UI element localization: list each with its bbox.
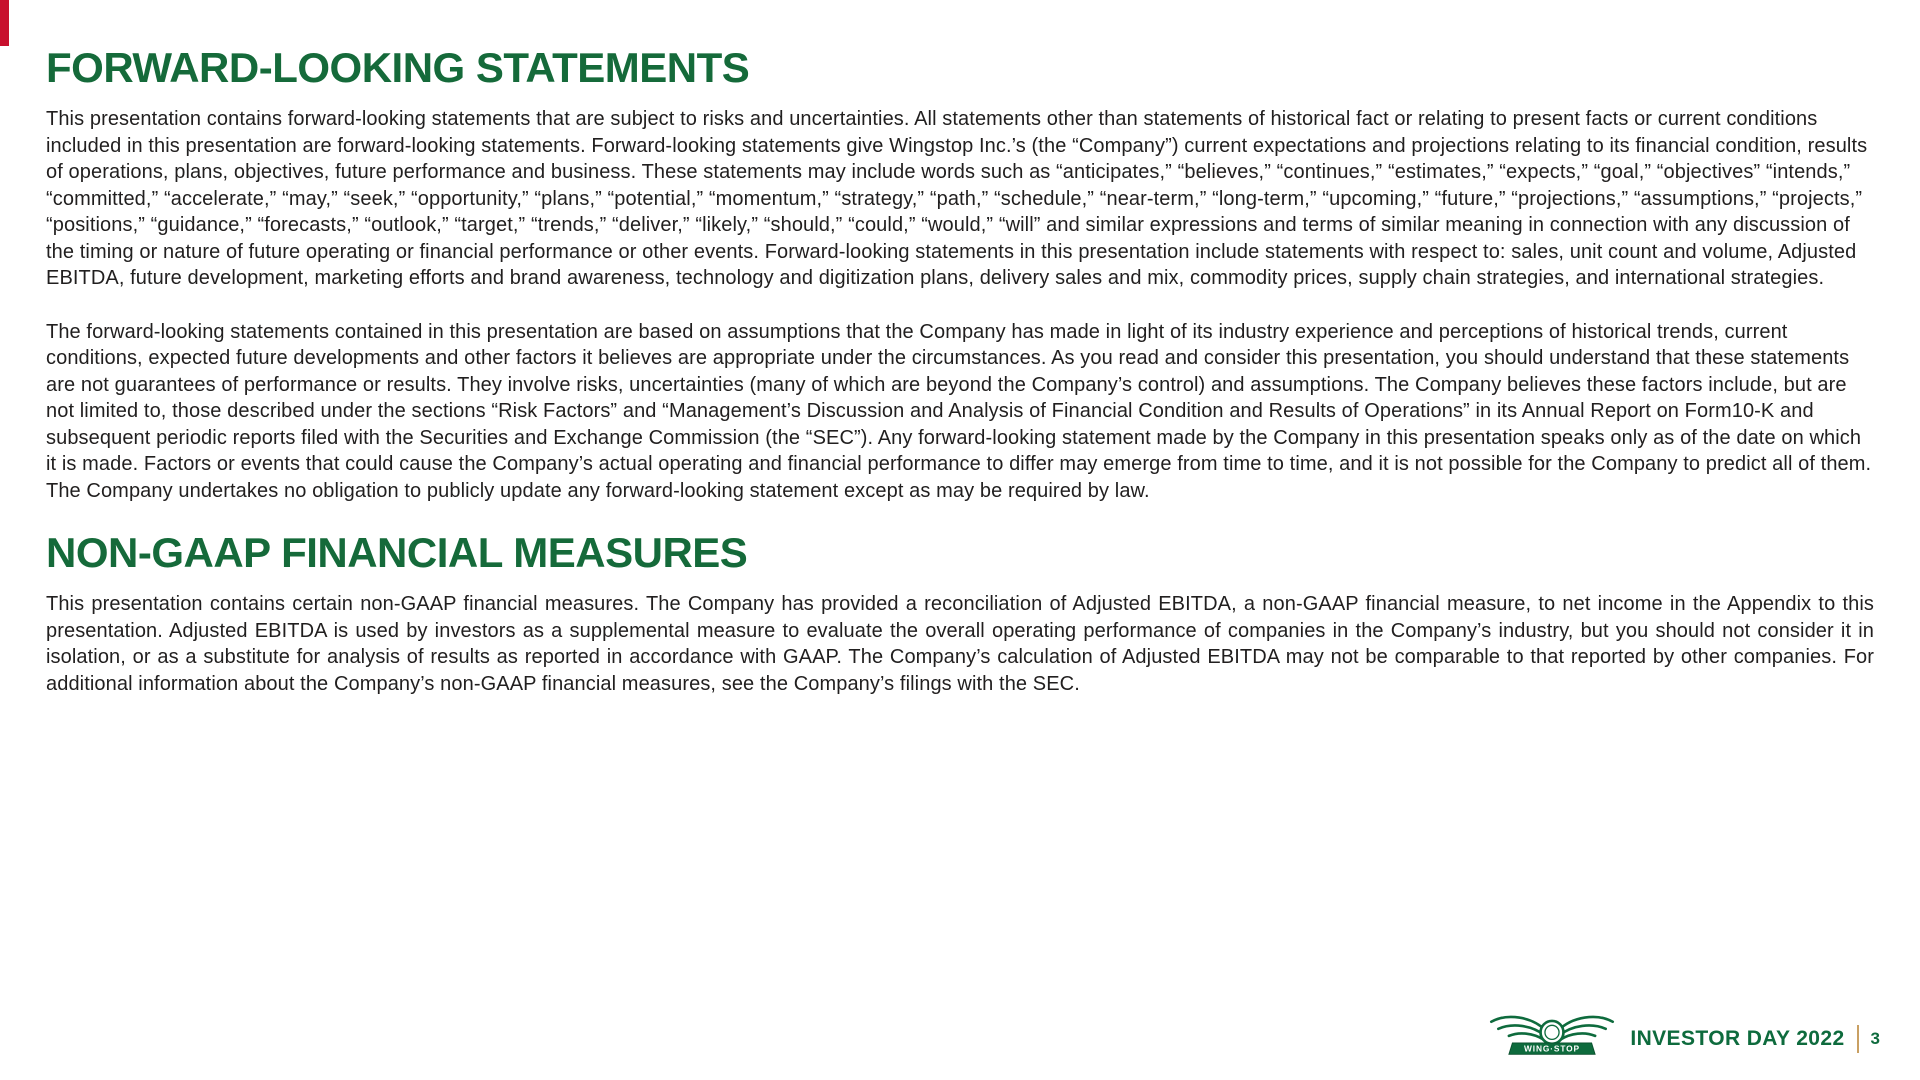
investor-day-label: INVESTOR DAY 2022 (1630, 1026, 1845, 1050)
page-number: 3 (1870, 1028, 1880, 1048)
forward-looking-paragraph-2: The forward-looking statements contained in this presentation are based on assumptions that the Company has made in light of its industry experience and perceptions of historical trends, current conditions, expected future developments and other factors it believes are appropriate under the circumstances. As you read and consider this presentation, you should understand that these statements are not guarantees of performance or results. They involve risks, uncertainties (many of which are beyond the Company’s control) and assumptions. The Company believes these factors include, but are not limited to, those described under the sections “Risk Factors” and “Management’s Discussion and Analysis of Financial Condition and Results of Operations” in its Annual Report on Form10-K and subsequent periodic reports filed with the Securities and Exchange Commission (the “SEC”). Any forward-looking statement made by the Company in this presentation speaks only as of the date on which it is made. Factors or events that could cause the Company’s actual operating and financial performance to differ may emerge from time to time, and it is not possible for the Company to predict all of them. The Company undertakes no obligation to publicly update any forward-looking statement except as may be required by law. (46, 320, 1872, 502)
section-non-gaap-measures (46, 531, 1874, 697)
non-gaap-heading: NON-GAAP FINANCIAL MEASURES (46, 529, 748, 577)
wingstop-logo (1486, 1011, 1618, 1066)
section-forward-looking-statements (46, 46, 1874, 504)
forward-looking-heading: FORWARD-LOOKING STATEMENTS (46, 44, 750, 91)
non-gaap-paragraph: This presentation contains certain non-GAAP financial measures. The Company has provided a reconciliation of Adjusted EBITDA, a non-GAAP financial measure, to net income in the Appendix to this presentation. Adjusted EBITDA is used by investors as a supplemental measure to evaluate the overall operating performance of companies in the Company’s industry, but you should not consider it in isolation, or as a substitute for analysis of results as reported in accordance with GAAP. The Company’s calculation of Adjusted EBITDA may not be comparable to that reported by other companies. For additional information about the Company’s non-GAAP financial measures, see the Company’s filings with the SEC. (46, 593, 1874, 695)
logo-emblem-circle (1541, 1021, 1564, 1044)
slide-footer (1486, 1011, 1880, 1066)
logo-brand-text: WING·STOP (1524, 1043, 1581, 1054)
forward-looking-paragraph-1: This presentation contains forward-looking statements that are subject to risks and uncertainties. All statements other than statements of historical fact or relating to present facts or current conditions included in this presentation are forward-looking statements. Forward-looking statements give Wingstop Inc.’s (the “Company”) current expectations and projections relating to its financial condition, results of operations, plans, objectives, future performance and business. These statements may include words such as “anticipates,” “believes,” “continues,” “estimates,” “expects,” “goal,” “objectives” “intends,” “committed,” “accelerate,” “may,” “seek,” “opportunity,” “plans,” “potential,” “momentum,” “strategy,” “path,” “schedule,” “near-term,” “long-term,” “upcoming,” “future,” “projections,” “assumptions,” “projects,” “positions,” “guidance,” “forecasts,” “outlook,” “target,” “trends,” “deliver,” “likely,” “should,” “could,” “would,” “will” and similar expressions and terms of similar meaning in connection with any discussion of the timing or nature of future operating or financial performance or other events. Forward-looking statements in this presentation include statements with respect to: sales, unit count and volume, Adjusted EBITDA, future development, marketing efforts and brand awareness, technology and digitization plans, delivery sales and mix, commodity prices, supply chain strategies, and international strategies. (46, 108, 1868, 290)
footer-divider (1857, 1025, 1859, 1053)
red-accent-bar (0, 0, 9, 46)
